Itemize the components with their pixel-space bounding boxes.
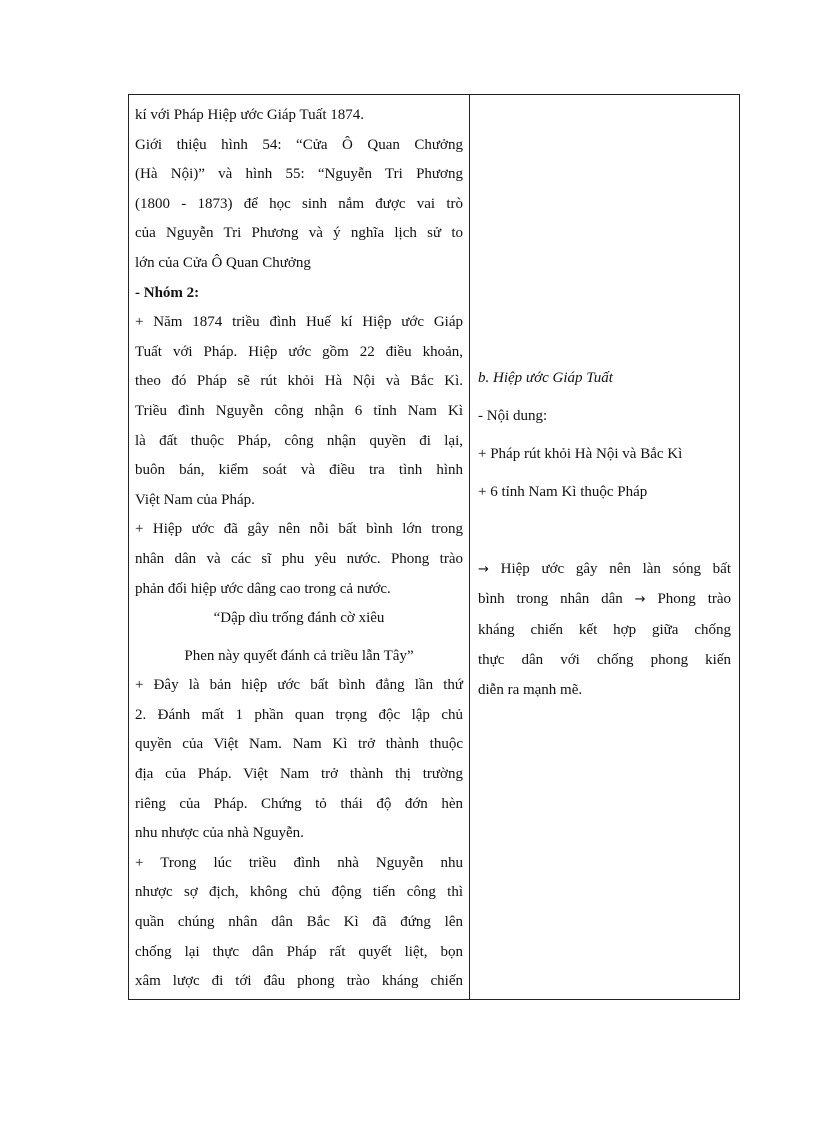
text-line: phản đối hiệp ước dâng cao trong cả nước. — [135, 580, 391, 597]
text-line: Triều đình Nguyễn công nhận 6 tỉnh Nam Kì — [135, 402, 463, 419]
content-table — [128, 94, 740, 1000]
text-line: riêng của Pháp. Chứng tỏ thái độ đớn hèn — [135, 795, 463, 812]
text-line: quyền của Việt Nam. Nam Kì trở thành thuộc — [135, 736, 463, 753]
text-line: là đất thuộc Pháp, công nhận quyền đi lại, — [135, 432, 463, 449]
text-line: chống lại thực dân Pháp rất quyết liệt, bọn — [135, 943, 463, 960]
content-label: - Nội dung: — [478, 408, 548, 424]
content-point: + Pháp rút khỏi Hà Nội và Bắc Kì — [478, 446, 683, 462]
text-line: 2. Đánh mất 1 phần quan trọng độc lập chủ — [135, 706, 463, 723]
text-line: kí với Pháp Hiệp ước Giáp Tuất 1874. — [135, 107, 364, 123]
text-line: Tuất với Pháp. Hiệp ước gồm 22 điều khoản, — [135, 343, 463, 360]
text-line: quần chúng nhân dân Bắc Kì đã đứng lên — [135, 914, 463, 931]
result-line — [478, 561, 731, 578]
group-heading: - Nhóm 2: — [135, 284, 200, 301]
verse-line: Phen này quyết đánh cả triều lẫn Tây” — [184, 647, 414, 664]
text-line: (1800 - 1873) để học sinh nắm được vai trò — [135, 195, 463, 212]
arrow-right-icon: → — [634, 592, 646, 607]
text-line: theo đó Pháp sẽ rút khỏi Hà Nội và Bắc Kì. — [135, 373, 463, 390]
right-column — [470, 95, 739, 999]
result-line: thực dân với chống phong kiến — [478, 652, 731, 668]
result-line: diễn ra mạnh mẽ. — [478, 682, 583, 698]
text-line: địa của Pháp. Việt Nam trở thành thị trường — [135, 766, 463, 783]
result-text: Phong trào — [657, 591, 732, 607]
section-heading: b. Hiệp ước Giáp Tuất — [478, 370, 613, 386]
text-line: nhu nhược của nhà Nguyễn. — [135, 825, 304, 842]
text-line: lớn của Cửa Ô Quan Chưởng — [135, 254, 311, 271]
arrow-right-icon: → — [478, 562, 489, 577]
result-text: Hiệp ước gây nên làn sóng bất — [500, 561, 731, 577]
left-column — [129, 95, 470, 999]
text-line: của Nguyễn Tri Phương và ý nghĩa lịch sử to — [135, 225, 463, 242]
text-line: + Năm 1874 triều đình Huế kí Hiệp ước Giáp — [135, 314, 463, 331]
content-point: + 6 tỉnh Nam Kì thuộc Pháp — [478, 484, 648, 500]
text-line: Việt Nam của Pháp. — [135, 491, 255, 508]
text-line: (Hà Nội)” và hình 55: “Nguyễn Tri Phương — [135, 166, 463, 183]
result-text: bình trong nhân dân — [478, 591, 623, 607]
text-line: nhược sợ địch, không chủ động tiến công thì — [135, 884, 463, 901]
text-line: buôn bán, kiểm soát và điều tra tình hình — [135, 462, 463, 479]
text-line: Giới thiệu hình 54: “Cửa Ô Quan Chưởng — [135, 136, 463, 153]
result-line — [478, 591, 731, 608]
text-line: + Hiệp ước đã gây nên nỗi bất bình lớn trong — [135, 521, 463, 538]
text-line: + Đây là bản hiệp ước bất bình đẳng lần thứ — [135, 677, 463, 694]
text-line: nhân dân và các sĩ phu yêu nước. Phong trào — [135, 550, 463, 567]
verse-line: “Dập dìu trống đánh cờ xiêu — [213, 610, 385, 627]
text-line: + Trong lúc triều đình nhà Nguyễn nhu — [135, 854, 463, 871]
text-line: xâm lược đi tới đâu phong trào kháng chiến — [135, 973, 463, 990]
result-line: kháng chiến kết hợp giữa chống — [478, 622, 731, 638]
